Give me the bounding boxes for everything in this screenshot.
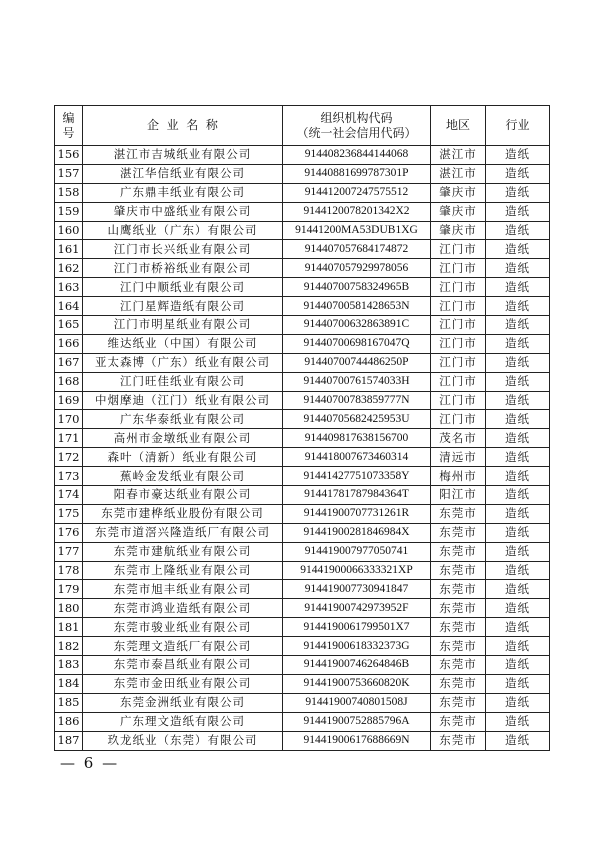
- row-region: 东莞市: [431, 618, 486, 637]
- row-company-name: 东莞市旭丰纸业有限公司: [83, 580, 283, 599]
- row-company-name: 江门星辉造纸有限公司: [83, 297, 283, 316]
- row-region: 肇庆市: [431, 183, 486, 202]
- row-industry: 造纸: [486, 712, 550, 731]
- table-row: [55, 599, 550, 618]
- row-number: 163: [55, 278, 83, 297]
- row-number: 182: [55, 637, 83, 656]
- table-row: [55, 297, 550, 316]
- table-row: [55, 693, 550, 712]
- row-industry: 造纸: [486, 353, 550, 372]
- row-credit-code: 91441200MA53DUB1XG: [283, 221, 431, 240]
- table-row: [55, 334, 550, 353]
- row-company-name: 东莞市泰昌纸业有限公司: [83, 656, 283, 675]
- row-company-name: 广东鼎丰纸业有限公司: [83, 183, 283, 202]
- table-row: [55, 353, 550, 372]
- row-credit-code: 91440700698167047Q: [283, 334, 431, 353]
- row-region: 茂名市: [431, 429, 486, 448]
- row-number: 178: [55, 561, 83, 580]
- row-credit-code: 91441900740801508J: [283, 693, 431, 712]
- row-industry: 造纸: [486, 448, 550, 467]
- row-region: 东莞市: [431, 599, 486, 618]
- row-company-name: 东莞金洲纸业有限公司: [83, 693, 283, 712]
- row-company-name: 东莞理文造纸厂有限公司: [83, 637, 283, 656]
- row-industry: 造纸: [486, 334, 550, 353]
- row-industry: 造纸: [486, 410, 550, 429]
- row-credit-code: 91440881699787301P: [283, 164, 431, 183]
- row-credit-code: 914419007977050741: [283, 542, 431, 561]
- row-number: 174: [55, 486, 83, 505]
- row-industry: 造纸: [486, 221, 550, 240]
- row-credit-code: 91441900618332373G: [283, 637, 431, 656]
- row-number: 172: [55, 448, 83, 467]
- table-row: [55, 618, 550, 637]
- row-region: 江门市: [431, 259, 486, 278]
- row-number: 183: [55, 656, 83, 675]
- row-number: 176: [55, 523, 83, 542]
- row-credit-code: 914419007730941847: [283, 580, 431, 599]
- row-region: 东莞市: [431, 693, 486, 712]
- table-row: [55, 580, 550, 599]
- row-region: 清远市: [431, 448, 486, 467]
- table-row: [55, 674, 550, 693]
- table-row: [55, 202, 550, 221]
- row-region: 肇庆市: [431, 221, 486, 240]
- row-company-name: 江门市明星纸业有限公司: [83, 316, 283, 335]
- row-company-name: 东莞市建桦纸业股份有限公司: [83, 504, 283, 523]
- row-company-name: 东莞市建航纸业有限公司: [83, 542, 283, 561]
- row-number: 179: [55, 580, 83, 599]
- row-industry: 造纸: [486, 259, 550, 278]
- row-company-name: 湛江市吉城纸业有限公司: [83, 146, 283, 165]
- row-industry: 造纸: [486, 297, 550, 316]
- row-company-name: 维达纸业（中国）有限公司: [83, 334, 283, 353]
- header-region: 地区: [431, 106, 486, 146]
- row-industry: 造纸: [486, 486, 550, 505]
- table-row: [55, 656, 550, 675]
- row-credit-code: 91441781787984364T: [283, 486, 431, 505]
- row-number: 168: [55, 372, 83, 391]
- row-credit-code: 91441900066333321XP: [283, 561, 431, 580]
- row-company-name: 中烟摩迪（江门）纸业有限公司: [83, 391, 283, 410]
- header-name: 企 业 名 称: [83, 106, 283, 146]
- row-credit-code: 914409817638156700: [283, 429, 431, 448]
- row-industry: 造纸: [486, 523, 550, 542]
- row-credit-code: 9144120078201342X2: [283, 202, 431, 221]
- row-credit-code: 914407057684174872: [283, 240, 431, 259]
- row-region: 阳江市: [431, 486, 486, 505]
- row-company-name: 江门中顺纸业有限公司: [83, 278, 283, 297]
- table-row: [55, 429, 550, 448]
- row-region: 江门市: [431, 297, 486, 316]
- row-industry: 造纸: [486, 316, 550, 335]
- row-region: 东莞市: [431, 674, 486, 693]
- row-company-name: 广东理文造纸有限公司: [83, 712, 283, 731]
- row-credit-code: 91440700581428653N: [283, 297, 431, 316]
- table-row: [55, 259, 550, 278]
- row-number: 169: [55, 391, 83, 410]
- row-industry: 造纸: [486, 561, 550, 580]
- row-credit-code: 91441900753660820K: [283, 674, 431, 693]
- table-row: [55, 278, 550, 297]
- row-region: 江门市: [431, 278, 486, 297]
- header-number-line2: 号: [62, 125, 75, 140]
- row-number: 187: [55, 731, 83, 750]
- row-region: 东莞市: [431, 523, 486, 542]
- table-row: [55, 504, 550, 523]
- table-row: [55, 410, 550, 429]
- row-company-name: 玖龙纸业（东莞）有限公司: [83, 731, 283, 750]
- table-row: [55, 561, 550, 580]
- row-company-name: 森叶（清新）纸业有限公司: [83, 448, 283, 467]
- row-number: 184: [55, 674, 83, 693]
- row-credit-code: 91441900742973952F: [283, 599, 431, 618]
- row-company-name: 东莞市鸿业造纸有限公司: [83, 599, 283, 618]
- header-number: [55, 106, 83, 146]
- row-number: 175: [55, 504, 83, 523]
- row-credit-code: 91440700783859777N: [283, 391, 431, 410]
- table-row: [55, 542, 550, 561]
- row-number: 165: [55, 316, 83, 335]
- table-row: [55, 240, 550, 259]
- row-company-name: 阳春市豪达纸业有限公司: [83, 486, 283, 505]
- table-row: [55, 486, 550, 505]
- row-credit-code: 91440700632863891C: [283, 316, 431, 335]
- row-number: 167: [55, 353, 83, 372]
- row-credit-code: 91441900707731261R: [283, 504, 431, 523]
- table-row: [55, 523, 550, 542]
- row-industry: 造纸: [486, 146, 550, 165]
- row-credit-code: 91440705682425953U: [283, 410, 431, 429]
- row-company-name: 东莞市道滘兴隆造纸厂有限公司: [83, 523, 283, 542]
- row-credit-code: 91441900281846984X: [283, 523, 431, 542]
- row-region: 江门市: [431, 316, 486, 335]
- row-number: 166: [55, 334, 83, 353]
- row-number: 181: [55, 618, 83, 637]
- row-company-name: 蕉岭金发纸业有限公司: [83, 467, 283, 486]
- row-industry: 造纸: [486, 599, 550, 618]
- row-industry: 造纸: [486, 656, 550, 675]
- row-region: 肇庆市: [431, 202, 486, 221]
- row-company-name: 湛江华信纸业有限公司: [83, 164, 283, 183]
- row-company-name: 江门市桥裕纸业有限公司: [83, 259, 283, 278]
- row-number: 170: [55, 410, 83, 429]
- row-credit-code: 91440700758324965B: [283, 278, 431, 297]
- row-company-name: 东莞市上隆纸业有限公司: [83, 561, 283, 580]
- row-industry: 造纸: [486, 202, 550, 221]
- table-row: [55, 637, 550, 656]
- row-region: 东莞市: [431, 731, 486, 750]
- row-industry: 造纸: [486, 731, 550, 750]
- row-credit-code: 91441900617688669N: [283, 731, 431, 750]
- row-industry: 造纸: [486, 693, 550, 712]
- row-number: 164: [55, 297, 83, 316]
- table-row: [55, 372, 550, 391]
- table-row: [55, 183, 550, 202]
- row-company-name: 东莞市骏业纸业有限公司: [83, 618, 283, 637]
- row-region: 梅州市: [431, 467, 486, 486]
- table-row: [55, 391, 550, 410]
- row-credit-code: 91441427751073358Y: [283, 467, 431, 486]
- header-code: [283, 106, 431, 146]
- header-code-line1: 组织机构代码: [320, 110, 393, 125]
- page-number: — 6 —: [60, 754, 120, 772]
- row-number: 160: [55, 221, 83, 240]
- table-row: [55, 164, 550, 183]
- row-industry: 造纸: [486, 240, 550, 259]
- row-number: 157: [55, 164, 83, 183]
- row-company-name: 广东华泰纸业有限公司: [83, 410, 283, 429]
- row-number: 177: [55, 542, 83, 561]
- row-number: 159: [55, 202, 83, 221]
- row-company-name: 高州市金墩纸业有限公司: [83, 429, 283, 448]
- table-row: [55, 712, 550, 731]
- row-number: 180: [55, 599, 83, 618]
- row-industry: 造纸: [486, 164, 550, 183]
- row-industry: 造纸: [486, 429, 550, 448]
- row-industry: 造纸: [486, 467, 550, 486]
- table-row: [55, 731, 550, 750]
- table-row: [55, 221, 550, 240]
- row-number: 156: [55, 146, 83, 165]
- row-industry: 造纸: [486, 504, 550, 523]
- row-region: 东莞市: [431, 561, 486, 580]
- header-number-line1: 编: [62, 110, 75, 125]
- row-company-name: 山鹰纸业（广东）有限公司: [83, 221, 283, 240]
- row-industry: 造纸: [486, 637, 550, 656]
- row-region: 湛江市: [431, 146, 486, 165]
- row-credit-code: 9144190061799501X7: [283, 618, 431, 637]
- row-number: 185: [55, 693, 83, 712]
- row-credit-code: 91441900752885796A: [283, 712, 431, 731]
- row-number: 161: [55, 240, 83, 259]
- table-header-row: [55, 106, 550, 146]
- row-credit-code: 914412007247575512: [283, 183, 431, 202]
- row-region: 东莞市: [431, 580, 486, 599]
- enterprise-table: [54, 105, 550, 751]
- row-number: 158: [55, 183, 83, 202]
- row-credit-code: 91441900746264846B: [283, 656, 431, 675]
- row-company-name: 肇庆市中盛纸业有限公司: [83, 202, 283, 221]
- row-industry: 造纸: [486, 542, 550, 561]
- row-region: 东莞市: [431, 542, 486, 561]
- row-region: 江门市: [431, 372, 486, 391]
- row-company-name: 江门旺佳纸业有限公司: [83, 372, 283, 391]
- header-code-line2: （统一社会信用代码）: [296, 125, 417, 140]
- row-industry: 造纸: [486, 183, 550, 202]
- row-region: 江门市: [431, 353, 486, 372]
- table-row: [55, 146, 550, 165]
- row-number: 171: [55, 429, 83, 448]
- row-region: 东莞市: [431, 504, 486, 523]
- row-region: 东莞市: [431, 656, 486, 675]
- row-region: 江门市: [431, 410, 486, 429]
- row-credit-code: 914408236844144068: [283, 146, 431, 165]
- row-number: 162: [55, 259, 83, 278]
- row-number: 186: [55, 712, 83, 731]
- row-industry: 造纸: [486, 372, 550, 391]
- row-region: 江门市: [431, 334, 486, 353]
- row-region: 湛江市: [431, 164, 486, 183]
- row-company-name: 江门市长兴纸业有限公司: [83, 240, 283, 259]
- row-credit-code: 914407057929978056: [283, 259, 431, 278]
- row-credit-code: 914418007673460314: [283, 448, 431, 467]
- table-row: [55, 448, 550, 467]
- row-region: 江门市: [431, 391, 486, 410]
- header-industry: 行业: [486, 106, 550, 146]
- row-number: 173: [55, 467, 83, 486]
- row-industry: 造纸: [486, 278, 550, 297]
- row-credit-code: 91440700761574033H: [283, 372, 431, 391]
- row-credit-code: 91440700744486250P: [283, 353, 431, 372]
- row-region: 东莞市: [431, 637, 486, 656]
- row-industry: 造纸: [486, 391, 550, 410]
- table-row: [55, 316, 550, 335]
- table-row: [55, 467, 550, 486]
- row-company-name: 东莞市金田纸业有限公司: [83, 674, 283, 693]
- row-industry: 造纸: [486, 674, 550, 693]
- row-industry: 造纸: [486, 618, 550, 637]
- row-industry: 造纸: [486, 580, 550, 599]
- row-region: 东莞市: [431, 712, 486, 731]
- row-region: 江门市: [431, 240, 486, 259]
- row-company-name: 亚太森博（广东）纸业有限公司: [83, 353, 283, 372]
